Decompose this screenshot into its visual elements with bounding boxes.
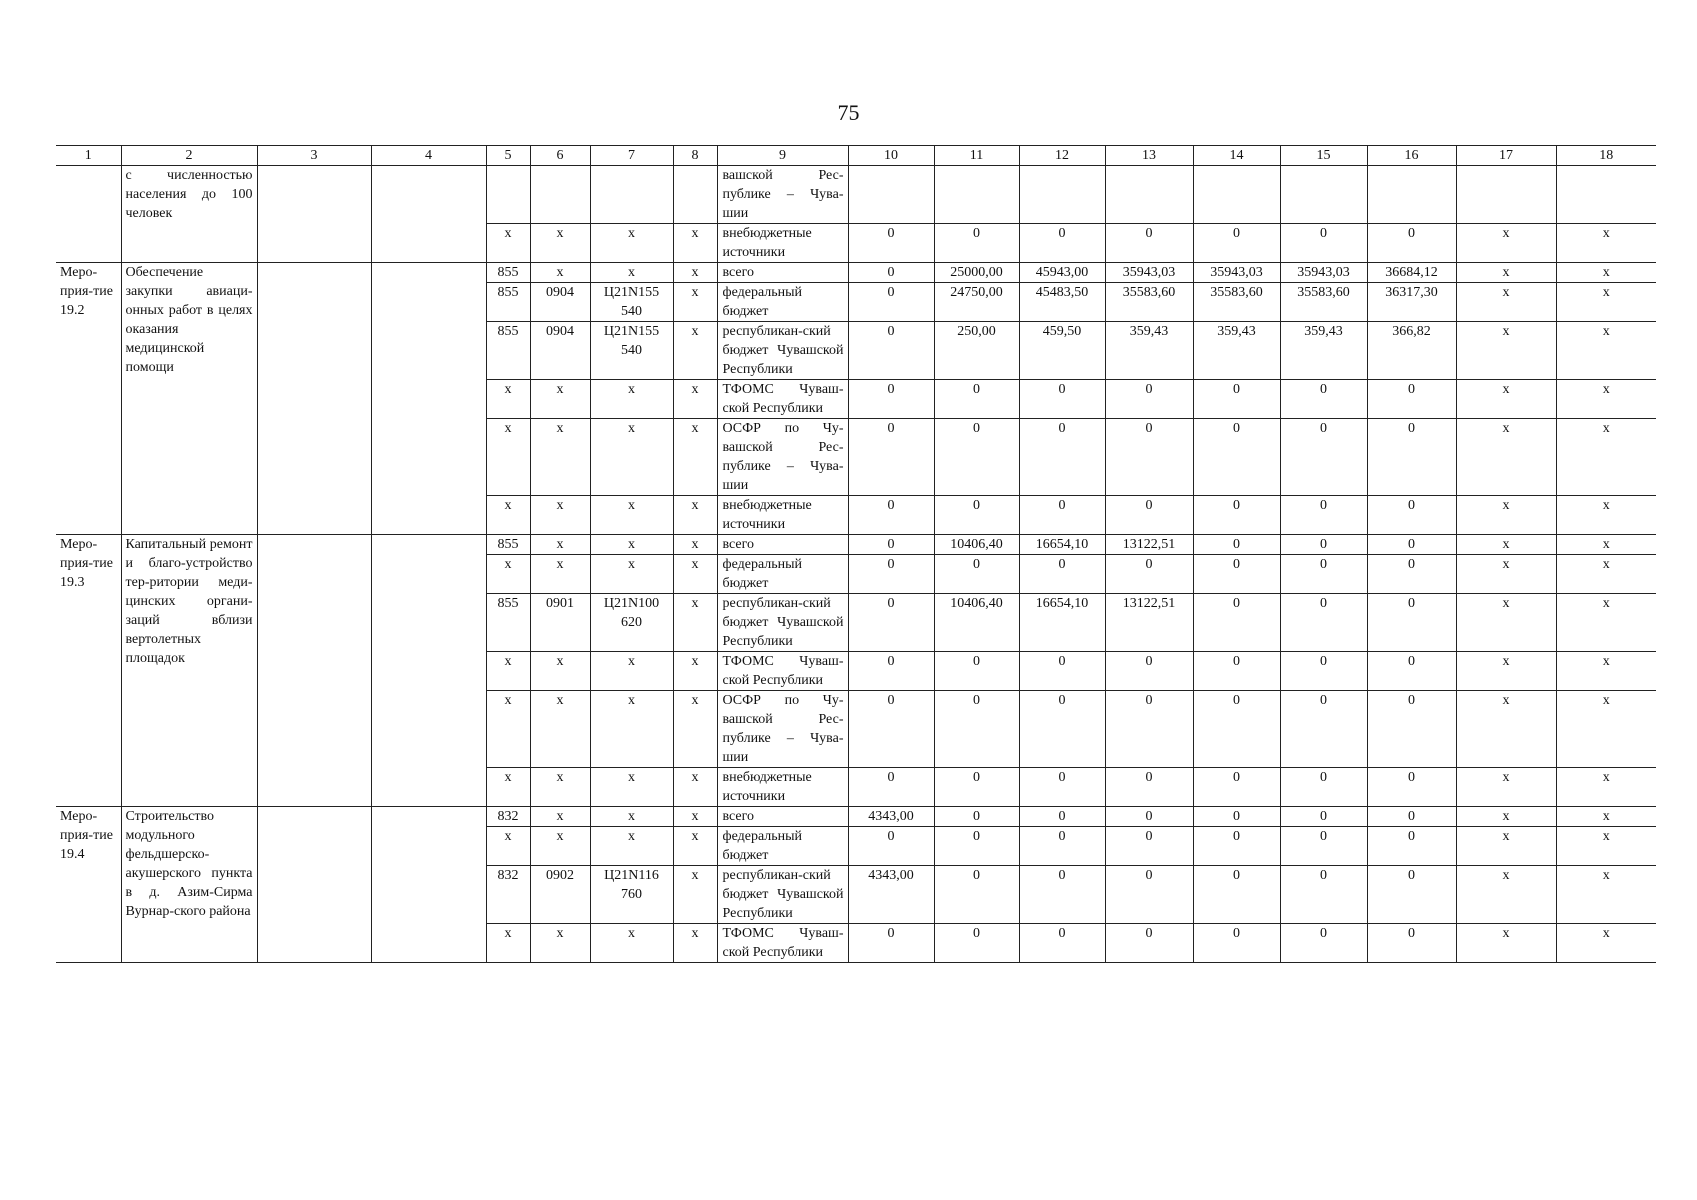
section-cell: x (530, 924, 590, 963)
indicator-cell: x (1456, 283, 1556, 322)
column-number-12: 12 (1019, 146, 1105, 166)
column-number-13: 13 (1105, 146, 1193, 166)
amount-cell: 0 (934, 807, 1019, 827)
target-article-cell: x (590, 691, 673, 768)
amount-cell: 0 (1019, 924, 1105, 963)
target-article-cell: x (590, 768, 673, 807)
indicator-cell: x (1556, 496, 1656, 535)
section-cell: x (530, 691, 590, 768)
funding-source-cell: республикан-ский бюджет Чувашской Республики (717, 322, 848, 380)
funding-source-cell: ТФОМС Чуваш-ской Республики (717, 380, 848, 419)
amount-cell: 0 (934, 827, 1019, 866)
amount-cell: 0 (1019, 496, 1105, 535)
indicator-cell: x (1556, 535, 1656, 555)
funding-source-cell: республикан-ский бюджет Чувашской Республики (717, 866, 848, 924)
funding-source-cell: федеральный бюджет (717, 283, 848, 322)
target-article-cell: x (590, 555, 673, 594)
expense-type-cell: x (673, 283, 717, 322)
amount-cell: 0 (1280, 380, 1367, 419)
indicator-cell: x (1556, 380, 1656, 419)
column-number-2: 2 (121, 146, 257, 166)
amount-cell: 16654,10 (1019, 535, 1105, 555)
amount-cell: 36317,30 (1367, 283, 1456, 322)
amount-cell: 0 (1193, 224, 1280, 263)
target-article-cell: x (590, 263, 673, 283)
target-article-cell: x (590, 419, 673, 496)
amount-cell: 0 (848, 496, 934, 535)
expense-type-cell: x (673, 866, 717, 924)
grbs-cell: x (486, 768, 530, 807)
grbs-cell: x (486, 555, 530, 594)
funding-source-cell: республикан-ский бюджет Чувашской Республики (717, 594, 848, 652)
amount-cell: 0 (1280, 807, 1367, 827)
amount-cell (1367, 166, 1456, 224)
measure-2-label: Меро-прия-тие 19.2 (56, 263, 121, 535)
indicator-cell: x (1456, 263, 1556, 283)
amount-cell: 0 (848, 594, 934, 652)
amount-cell: 0 (1367, 535, 1456, 555)
expense-type-cell: x (673, 322, 717, 380)
grbs-cell: 855 (486, 263, 530, 283)
amount-cell: 0 (1019, 807, 1105, 827)
amount-cell: 0 (848, 827, 934, 866)
indicator-cell: x (1556, 263, 1656, 283)
expense-type-cell: x (673, 768, 717, 807)
amount-cell: 0 (848, 555, 934, 594)
expense-type-cell: x (673, 652, 717, 691)
amount-cell: 0 (934, 224, 1019, 263)
section-cell (530, 166, 590, 224)
measure-4-col4 (371, 807, 486, 963)
amount-cell: 0 (1019, 768, 1105, 807)
section-cell: x (530, 807, 590, 827)
amount-cell: 35583,60 (1193, 283, 1280, 322)
amount-cell: 45483,50 (1019, 283, 1105, 322)
amount-cell: 0 (1367, 555, 1456, 594)
target-article-cell: x (590, 924, 673, 963)
amount-cell: 0 (848, 419, 934, 496)
section-cell: x (530, 224, 590, 263)
amount-cell (1105, 166, 1193, 224)
amount-cell: 0 (1105, 807, 1193, 827)
section-cell: 0902 (530, 866, 590, 924)
expense-type-cell: x (673, 827, 717, 866)
amount-cell: 0 (1367, 224, 1456, 263)
measure-2-name: Обеспечение закупки авиаци-онных работ в целях оказания медицинской помощи (121, 263, 257, 535)
column-number-7: 7 (590, 146, 673, 166)
indicator-cell: x (1556, 768, 1656, 807)
indicator-cell: x (1456, 594, 1556, 652)
amount-cell: 0 (1019, 866, 1105, 924)
funding-source-cell: внебюджетные источники (717, 224, 848, 263)
amount-cell: 0 (1019, 380, 1105, 419)
amount-cell: 0 (1193, 768, 1280, 807)
funding-source-cell: внебюджетные источники (717, 768, 848, 807)
amount-cell: 0 (1280, 594, 1367, 652)
funding-source-cell: федеральный бюджет (717, 555, 848, 594)
amount-cell: 0 (1193, 496, 1280, 535)
indicator-cell (1556, 166, 1656, 224)
amount-cell: 0 (1193, 419, 1280, 496)
amount-cell: 0 (1367, 594, 1456, 652)
column-number-1: 1 (56, 146, 121, 166)
amount-cell (1280, 166, 1367, 224)
amount-cell (934, 166, 1019, 224)
column-number-10: 10 (848, 146, 934, 166)
amount-cell: 0 (1280, 419, 1367, 496)
amount-cell: 0 (848, 283, 934, 322)
grbs-cell: x (486, 827, 530, 866)
expense-type-cell: x (673, 263, 717, 283)
amount-cell: 0 (1367, 768, 1456, 807)
expense-type-cell: x (673, 496, 717, 535)
expense-type-cell: x (673, 807, 717, 827)
amount-cell: 0 (848, 224, 934, 263)
amount-cell: 0 (1193, 555, 1280, 594)
amount-cell (848, 166, 934, 224)
amount-cell: 359,43 (1105, 322, 1193, 380)
indicator-cell: x (1556, 924, 1656, 963)
indicator-cell: x (1456, 555, 1556, 594)
grbs-cell: 832 (486, 866, 530, 924)
grbs-cell: 855 (486, 535, 530, 555)
amount-cell: 0 (934, 652, 1019, 691)
funding-source-cell: ТФОМС Чуваш-ской Республики (717, 924, 848, 963)
header-row (56, 146, 1656, 166)
amount-cell: 0 (1280, 691, 1367, 768)
table-row (56, 166, 1656, 224)
funding-source-cell: всего (717, 807, 848, 827)
amount-cell: 0 (1193, 827, 1280, 866)
indicator-cell: x (1456, 322, 1556, 380)
amount-cell: 0 (848, 652, 934, 691)
amount-cell: 4343,00 (848, 866, 934, 924)
indicator-cell (1456, 166, 1556, 224)
amount-cell (1193, 166, 1280, 224)
page-number: 75 (837, 100, 860, 125)
measure-2-col4 (371, 263, 486, 535)
amount-cell: 10406,40 (934, 535, 1019, 555)
continuation-col3 (257, 166, 371, 263)
column-number-11: 11 (934, 146, 1019, 166)
table-wrapper (56, 145, 1656, 963)
indicator-cell: x (1456, 768, 1556, 807)
amount-cell: 0 (1280, 652, 1367, 691)
amount-cell: 0 (1105, 924, 1193, 963)
amount-cell: 0 (1280, 224, 1367, 263)
expense-type-cell: x (673, 691, 717, 768)
funding-source-cell: федеральный бюджет (717, 827, 848, 866)
funding-source-cell: всего (717, 263, 848, 283)
amount-cell: 359,43 (1280, 322, 1367, 380)
measure-3-label: Меро-прия-тие 19.3 (56, 535, 121, 807)
expense-type-cell (673, 166, 717, 224)
section-cell: x (530, 419, 590, 496)
section-cell: x (530, 263, 590, 283)
expense-type-cell: x (673, 224, 717, 263)
amount-cell: 0 (1105, 224, 1193, 263)
amount-cell: 0 (1367, 691, 1456, 768)
indicator-cell: x (1556, 224, 1656, 263)
grbs-cell: x (486, 224, 530, 263)
section-cell: x (530, 827, 590, 866)
amount-cell: 25000,00 (934, 263, 1019, 283)
grbs-cell: 832 (486, 807, 530, 827)
amount-cell: 359,43 (1193, 322, 1280, 380)
amount-cell: 0 (1280, 924, 1367, 963)
amount-cell: 0 (1019, 419, 1105, 496)
indicator-cell: x (1556, 555, 1656, 594)
amount-cell: 0 (1105, 691, 1193, 768)
indicator-cell: x (1456, 652, 1556, 691)
target-article-cell: x (590, 652, 673, 691)
amount-cell: 0 (1193, 807, 1280, 827)
amount-cell: 35583,60 (1280, 283, 1367, 322)
column-number-8: 8 (673, 146, 717, 166)
amount-cell: 0 (1280, 827, 1367, 866)
column-number-6: 6 (530, 146, 590, 166)
indicator-cell: x (1556, 594, 1656, 652)
column-number-16: 16 (1367, 146, 1456, 166)
amount-cell: 0 (1105, 827, 1193, 866)
grbs-cell: 855 (486, 594, 530, 652)
section-cell: 0901 (530, 594, 590, 652)
measure-4-col3 (257, 807, 371, 963)
continuation-col4 (371, 166, 486, 263)
amount-cell: 13122,51 (1105, 535, 1193, 555)
indicator-cell: x (1556, 827, 1656, 866)
amount-cell: 0 (934, 691, 1019, 768)
indicator-cell: x (1556, 866, 1656, 924)
amount-cell: 45943,00 (1019, 263, 1105, 283)
amount-cell: 459,50 (1019, 322, 1105, 380)
indicator-cell: x (1456, 924, 1556, 963)
section-cell: x (530, 496, 590, 535)
measure-3-col3 (257, 535, 371, 807)
grbs-cell: x (486, 496, 530, 535)
amount-cell: 0 (934, 496, 1019, 535)
column-number-18: 18 (1556, 146, 1656, 166)
funding-source-cell: внебюджетные источники (717, 496, 848, 535)
grbs-cell: x (486, 691, 530, 768)
amount-cell: 0 (1367, 924, 1456, 963)
column-number-15: 15 (1280, 146, 1367, 166)
amount-cell (1019, 166, 1105, 224)
financing-table (56, 145, 1656, 963)
amount-cell: 366,82 (1367, 322, 1456, 380)
indicator-cell: x (1556, 691, 1656, 768)
amount-cell: 0 (934, 419, 1019, 496)
amount-cell: 0 (848, 924, 934, 963)
measure-2-col3 (257, 263, 371, 535)
expense-type-cell: x (673, 594, 717, 652)
amount-cell: 0 (934, 555, 1019, 594)
target-article-cell: x (590, 535, 673, 555)
target-article-cell (590, 166, 673, 224)
amount-cell: 0 (1367, 496, 1456, 535)
target-article-cell: x (590, 380, 673, 419)
target-article-cell: x (590, 827, 673, 866)
amount-cell: 0 (1105, 768, 1193, 807)
section-cell: 0904 (530, 283, 590, 322)
amount-cell: 0 (1193, 691, 1280, 768)
target-article-cell: x (590, 224, 673, 263)
target-article-cell: Ц21N116 760 (590, 866, 673, 924)
table-row (56, 807, 1656, 827)
indicator-cell: x (1456, 380, 1556, 419)
amount-cell: 0 (1367, 827, 1456, 866)
column-number-header (56, 146, 1656, 166)
column-number-9: 9 (717, 146, 848, 166)
amount-cell: 0 (848, 535, 934, 555)
indicator-cell: x (1556, 419, 1656, 496)
measure-4-name: Строительство модульного фельдшерско-акушерского пункта в д. Азим-Сирма Вурнар-ского района (121, 807, 257, 963)
continuation-name: с численностью населения до 100 человек (121, 166, 257, 263)
amount-cell: 10406,40 (934, 594, 1019, 652)
indicator-cell: x (1556, 322, 1656, 380)
grbs-cell: 855 (486, 283, 530, 322)
amount-cell: 0 (848, 768, 934, 807)
section-cell: x (530, 555, 590, 594)
amount-cell: 0 (1019, 555, 1105, 594)
funding-source-cell: ОСФР по Чу-вашской Рес-публике – Чува-шии (717, 419, 848, 496)
amount-cell: 0 (1019, 652, 1105, 691)
continuation-label (56, 166, 121, 263)
grbs-cell: x (486, 924, 530, 963)
amount-cell: 36684,12 (1367, 263, 1456, 283)
table-body (56, 166, 1656, 963)
amount-cell: 0 (848, 691, 934, 768)
amount-cell: 0 (1280, 496, 1367, 535)
amount-cell: 0 (1193, 652, 1280, 691)
amount-cell: 0 (848, 322, 934, 380)
measure-3-col4 (371, 535, 486, 807)
amount-cell: 0 (1280, 866, 1367, 924)
column-number-5: 5 (486, 146, 530, 166)
amount-cell: 250,00 (934, 322, 1019, 380)
target-article-cell: Ц21N100 620 (590, 594, 673, 652)
grbs-cell: x (486, 652, 530, 691)
amount-cell: 0 (1105, 866, 1193, 924)
funding-source-cell: ОСФР по Чу-вашской Рес-публике – Чува-шии (717, 691, 848, 768)
measure-3-name: Капитальный ремонт и благо-устройство тер-ритории меди-цинских органи-заций вблизи вертолетных площадок (121, 535, 257, 807)
amount-cell: 0 (1105, 496, 1193, 535)
amount-cell: 4343,00 (848, 807, 934, 827)
expense-type-cell: x (673, 555, 717, 594)
amount-cell: 0 (1367, 866, 1456, 924)
amount-cell: 0 (1105, 380, 1193, 419)
amount-cell: 35943,03 (1280, 263, 1367, 283)
table-row (56, 535, 1656, 555)
amount-cell: 0 (1105, 652, 1193, 691)
amount-cell: 16654,10 (1019, 594, 1105, 652)
amount-cell: 0 (848, 380, 934, 419)
amount-cell: 35943,03 (1193, 263, 1280, 283)
amount-cell: 35943,03 (1105, 263, 1193, 283)
target-article-cell: x (590, 807, 673, 827)
amount-cell: 0 (1193, 380, 1280, 419)
amount-cell: 0 (1280, 768, 1367, 807)
target-article-cell: x (590, 496, 673, 535)
amount-cell: 0 (1280, 535, 1367, 555)
amount-cell: 0 (1193, 924, 1280, 963)
indicator-cell: x (1556, 652, 1656, 691)
indicator-cell: x (1456, 691, 1556, 768)
section-cell: x (530, 535, 590, 555)
indicator-cell: x (1456, 827, 1556, 866)
target-article-cell: Ц21N155 540 (590, 283, 673, 322)
indicator-cell: x (1556, 807, 1656, 827)
table-row (56, 263, 1656, 283)
amount-cell: 0 (1105, 419, 1193, 496)
column-number-14: 14 (1193, 146, 1280, 166)
amount-cell: 0 (1019, 691, 1105, 768)
measure-4-label: Меро-прия-тие 19.4 (56, 807, 121, 963)
funding-source-cell: вашской Рес-публике – Чува-шии (717, 166, 848, 224)
section-cell: x (530, 380, 590, 419)
indicator-cell: x (1456, 807, 1556, 827)
indicator-cell: x (1456, 535, 1556, 555)
indicator-cell: x (1456, 419, 1556, 496)
indicator-cell: x (1456, 224, 1556, 263)
amount-cell: 24750,00 (934, 283, 1019, 322)
grbs-cell: x (486, 419, 530, 496)
section-cell: x (530, 652, 590, 691)
funding-source-cell: ТФОМС Чуваш-ской Республики (717, 652, 848, 691)
amount-cell: 0 (934, 380, 1019, 419)
column-number-4: 4 (371, 146, 486, 166)
amount-cell: 0 (934, 768, 1019, 807)
amount-cell: 0 (1105, 555, 1193, 594)
expense-type-cell: x (673, 380, 717, 419)
amount-cell: 0 (1280, 555, 1367, 594)
amount-cell: 0 (1193, 866, 1280, 924)
expense-type-cell: x (673, 535, 717, 555)
column-number-17: 17 (1456, 146, 1556, 166)
indicator-cell: x (1456, 866, 1556, 924)
grbs-cell (486, 166, 530, 224)
amount-cell: 35583,60 (1105, 283, 1193, 322)
grbs-cell: x (486, 380, 530, 419)
expense-type-cell: x (673, 924, 717, 963)
amount-cell: 0 (1367, 652, 1456, 691)
amount-cell: 0 (1193, 535, 1280, 555)
amount-cell: 0 (1367, 380, 1456, 419)
amount-cell: 0 (934, 866, 1019, 924)
indicator-cell: x (1456, 496, 1556, 535)
funding-source-cell: всего (717, 535, 848, 555)
column-number-3: 3 (257, 146, 371, 166)
target-article-cell: Ц21N155 540 (590, 322, 673, 380)
amount-cell: 13122,51 (1105, 594, 1193, 652)
amount-cell: 0 (1019, 827, 1105, 866)
section-cell: x (530, 768, 590, 807)
amount-cell: 0 (848, 263, 934, 283)
amount-cell: 0 (934, 924, 1019, 963)
indicator-cell: x (1556, 283, 1656, 322)
amount-cell: 0 (1367, 419, 1456, 496)
amount-cell: 0 (1367, 807, 1456, 827)
expense-type-cell: x (673, 419, 717, 496)
section-cell: 0904 (530, 322, 590, 380)
amount-cell: 0 (1193, 594, 1280, 652)
grbs-cell: 855 (486, 322, 530, 380)
amount-cell: 0 (1019, 224, 1105, 263)
